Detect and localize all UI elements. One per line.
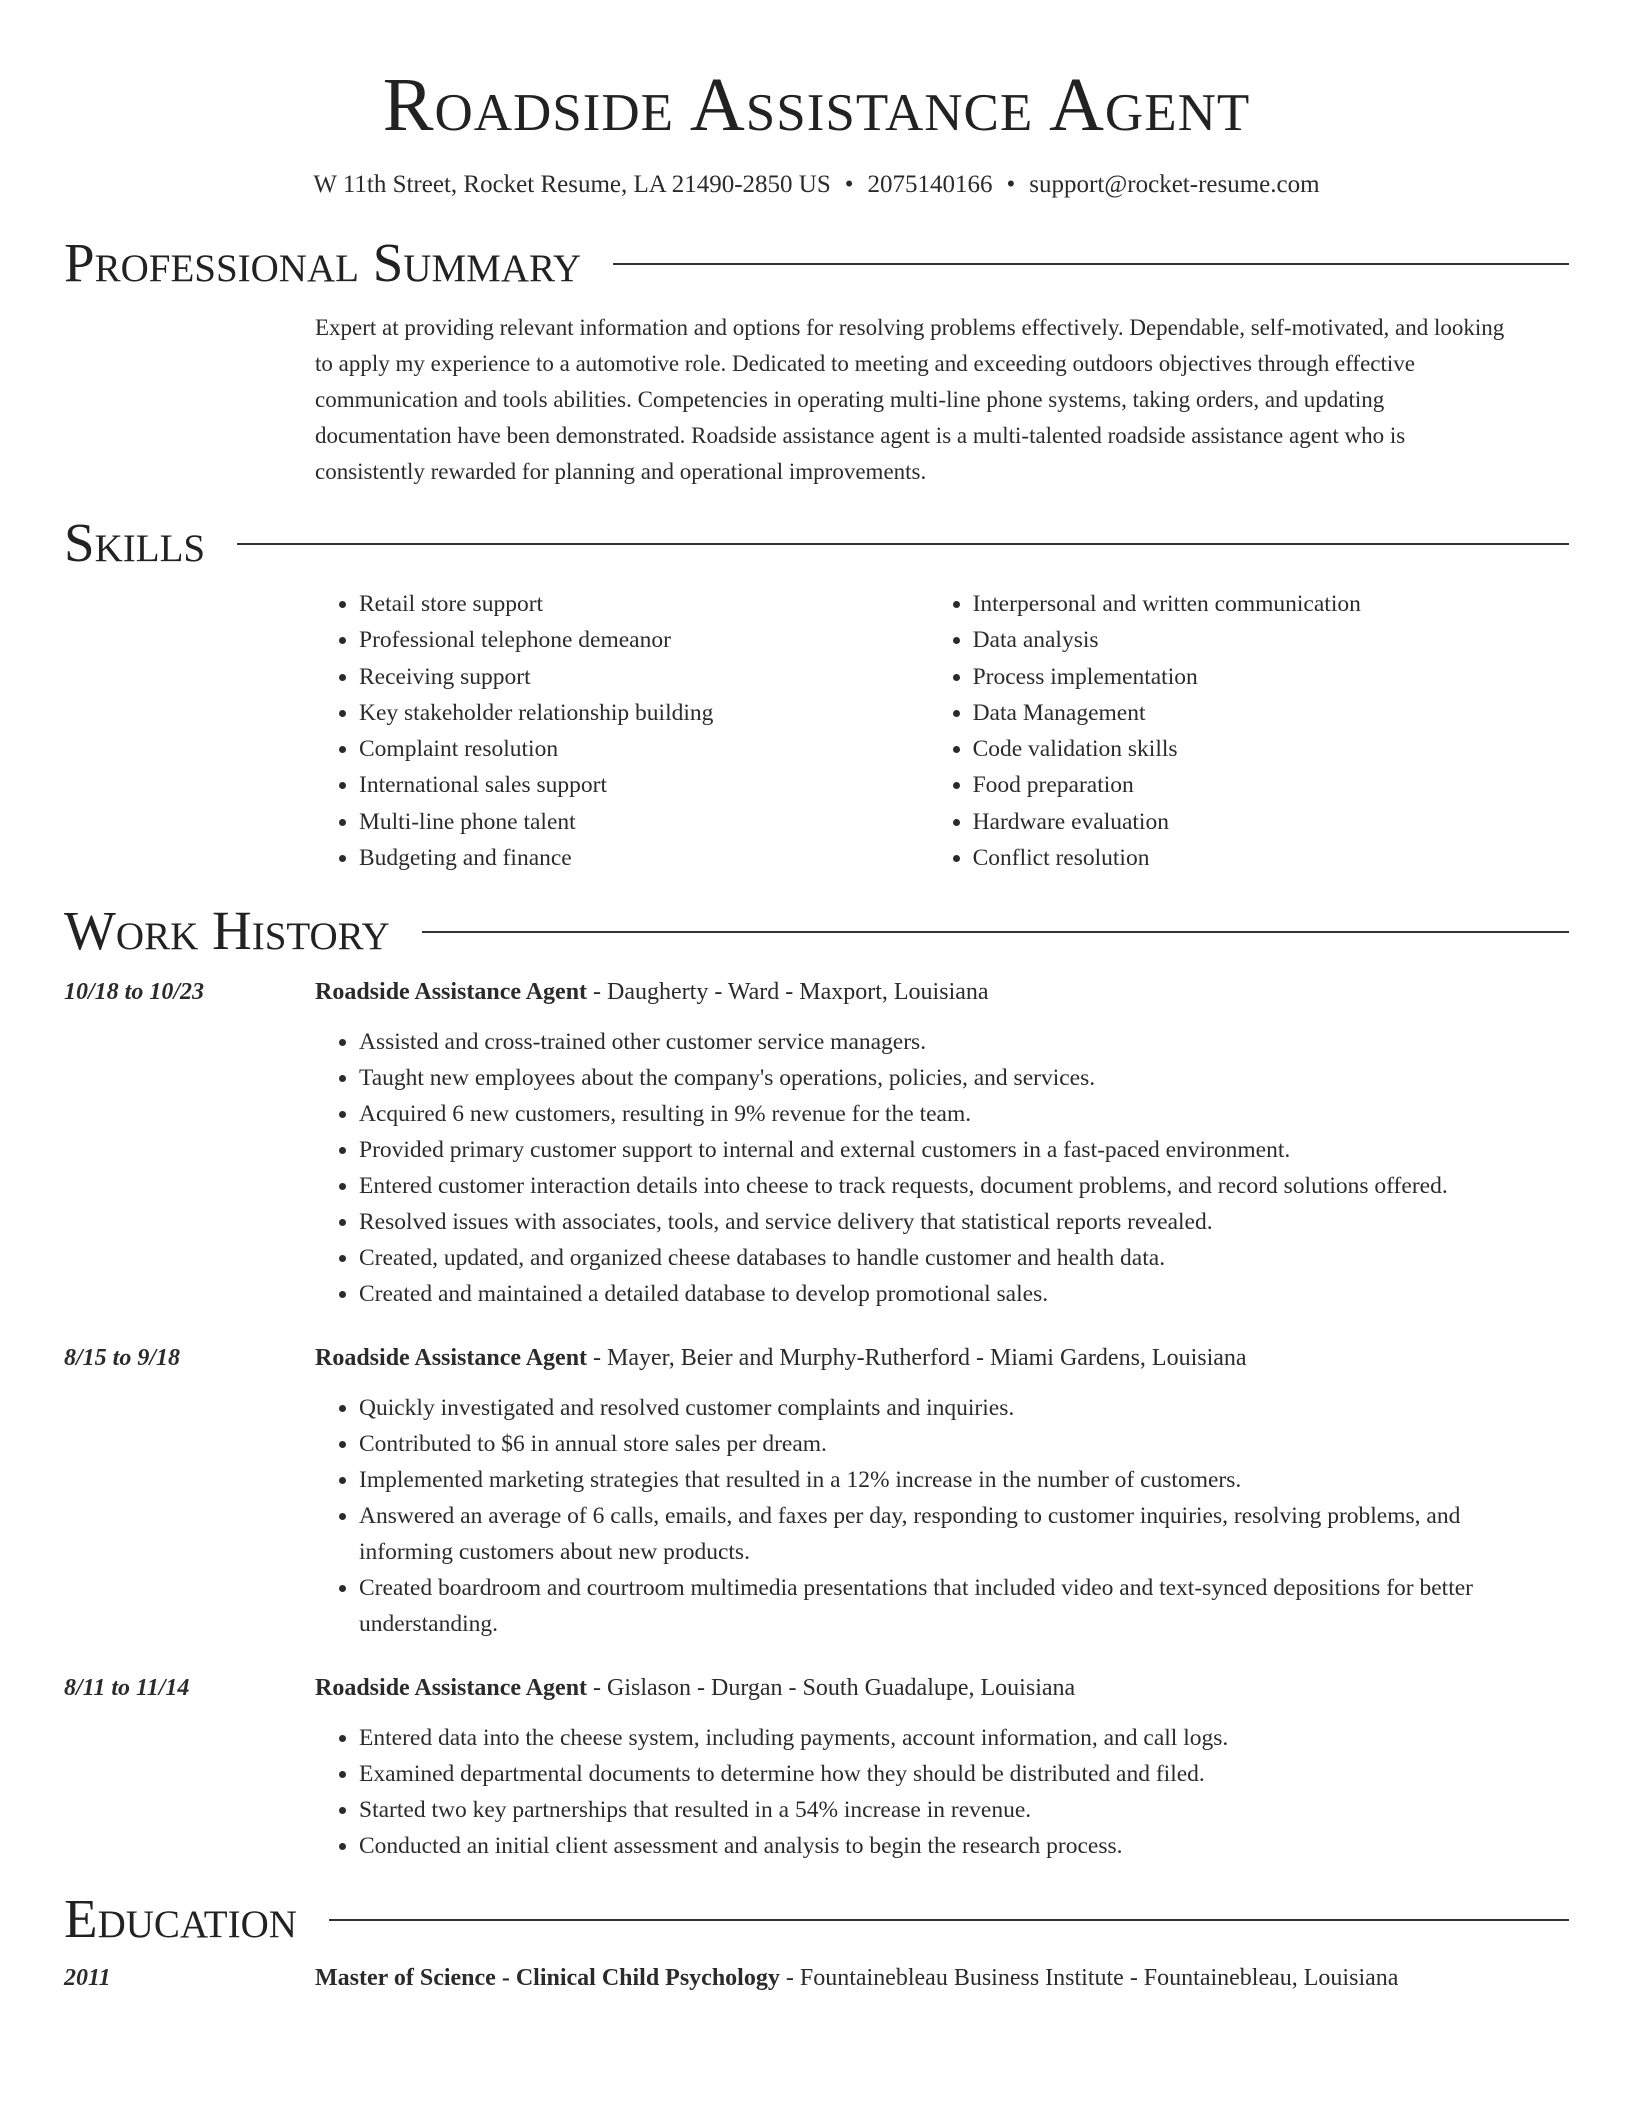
work-details <box>315 1340 1569 1642</box>
work-entry <box>64 1670 1569 1864</box>
work-bullet: • Acquired 6 new customers, resulting in 9% revenue for the team. <box>359 1096 1569 1132</box>
work-bullet: • Entered customer interaction details into cheese to track requests, document problems, and record solutions offered. <box>359 1168 1569 1204</box>
skill-item: • Food preparation <box>973 767 1569 803</box>
skill-item: • Data analysis <box>973 622 1569 658</box>
work-role: Roadside Assistance Agent <box>315 979 588 1006</box>
skills-section-header <box>64 512 1569 574</box>
work-title-line <box>315 1670 1569 1706</box>
resume-name: Roadside Assistance Agent <box>382 63 1251 147</box>
skills-list <box>315 586 1569 876</box>
work-bullet: • Quickly investigated and resolved customer complaints and inquiries. <box>359 1390 1569 1426</box>
section-divider <box>422 931 1569 933</box>
skill-item: • Code validation skills <box>973 731 1569 767</box>
work-bullets <box>315 1024 1569 1312</box>
skill-item: • International sales support <box>359 767 929 803</box>
skill-item: • Conflict resolution <box>973 840 1569 876</box>
education-section-header <box>64 1888 1569 1950</box>
contact-line <box>64 168 1569 202</box>
section-divider <box>329 1919 1569 1921</box>
work-title-line <box>315 974 1569 1010</box>
skill-item: • Hardware evaluation <box>973 804 1569 840</box>
work-bullets <box>315 1720 1569 1864</box>
summary-section-header <box>64 232 1569 294</box>
skill-item: • Professional telephone demeanor <box>359 622 929 658</box>
skills-column-left <box>315 586 929 876</box>
skill-item: • Key stakeholder relationship building <box>359 695 929 731</box>
skill-item: • Budgeting and finance <box>359 840 929 876</box>
work-entry <box>64 974 1569 1312</box>
work-details <box>315 1670 1569 1864</box>
work-employer: - Daugherty - Ward - Maxport, Louisiana <box>587 979 989 1006</box>
work-title-line <box>315 1340 1569 1376</box>
work-details <box>315 974 1569 1312</box>
work-bullet: • Taught new employees about the company's operations, policies, and services. <box>359 1060 1569 1096</box>
contact-email: support@rocket-resume.com <box>1029 171 1320 198</box>
work-bullet: • Provided primary customer support to internal and external customers in a fast-paced environment. <box>359 1132 1569 1168</box>
skill-item: • Retail store support <box>359 586 929 622</box>
work-date: 10/18 to 10/23 <box>64 979 205 1006</box>
education-school: - Fountainebleau Business Institute - Fountainebleau, Louisiana <box>779 1965 1399 1992</box>
contact-separator: • <box>844 171 854 198</box>
work-bullet: • Created and maintained a detailed database to develop promotional sales. <box>359 1276 1569 1312</box>
section-title-summary: Professional Summary <box>64 232 582 293</box>
work-employer: - Mayer, Beier and Murphy-Rutherford - Miami Gardens, Louisiana <box>587 1345 1247 1372</box>
work-bullet: • Started two key partnerships that resulted in a 54% increase in revenue. <box>359 1792 1569 1828</box>
skill-item: • Receiving support <box>359 659 929 695</box>
work-employer: - Gislason - Durgan - South Guadalupe, Louisiana <box>587 1675 1076 1702</box>
education-title-line <box>315 1960 1569 1996</box>
skill-item: • Process implementation <box>973 659 1569 695</box>
section-title-education: Education <box>64 1888 297 1950</box>
section-divider <box>613 263 1569 265</box>
work-date: 8/11 to 11/14 <box>64 1675 190 1702</box>
work-bullet: • Entered data into the cheese system, including payments, account information, and call logs. <box>359 1720 1569 1756</box>
section-title-work: Work History <box>64 900 390 962</box>
education-entry <box>64 1960 1569 1996</box>
work-bullet: • Assisted and cross-trained other customer service managers. <box>359 1024 1569 1060</box>
work-entry <box>64 1340 1569 1642</box>
summary-text: Expert at providing relevant information and options for resolving problems effectively. Dependable, self-motivated, and looking to apply my experience to a automotive role. Dedicated to meeting and exceeding outdoors objectives through effective communication and tools abilities. Competencies in operating multi-line phone systems, taking orders, and updating documentation have been demonstrated. Roadside assistance agent is a multi-talented roadside assistance agent who is consistently rewarded for planning and operational improvements. <box>315 315 1505 484</box>
work-date: 8/15 to 9/18 <box>64 1345 181 1372</box>
skills-column-right <box>929 586 1569 876</box>
contact-separator: • <box>1006 171 1016 198</box>
education-degree: Master of Science - Clinical Child Psychology <box>315 1965 780 1992</box>
work-bullet: • Implemented marketing strategies that resulted in a 12% increase in the number of customers. <box>359 1462 1569 1498</box>
skill-item: • Interpersonal and written communication <box>973 586 1569 622</box>
section-title-skills: Skills <box>64 512 206 573</box>
contact-phone: 2075140166 <box>867 171 993 198</box>
work-bullet: • Conducted an initial client assessment and analysis to begin the research process. <box>359 1828 1569 1864</box>
skill-item: • Multi-line phone talent <box>359 804 929 840</box>
education-date: 2011 <box>64 1965 111 1992</box>
work-bullet: • Created, updated, and organized cheese databases to handle customer and health data. <box>359 1240 1569 1276</box>
section-divider <box>237 543 1569 545</box>
contact-address: W 11th Street, Rocket Resume, LA 21490-2850 US <box>313 171 831 198</box>
work-bullet: • Created boardroom and courtroom multimedia presentations that included video and text-synced depositions for better understanding. <box>359 1570 1569 1642</box>
work-bullet: • Examined departmental documents to determine how they should be distributed and filed. <box>359 1756 1569 1792</box>
work-role: Roadside Assistance Agent <box>315 1345 588 1372</box>
work-bullet: • Contributed to $6 in annual store sales per dream. <box>359 1426 1569 1462</box>
work-bullet: • Answered an average of 6 calls, emails, and faxes per day, responding to customer inquiries, resolving problems, and informing customers about new products. <box>359 1498 1569 1570</box>
education-details <box>315 1960 1569 1996</box>
work-bullets <box>315 1390 1569 1642</box>
skill-item: • Complaint resolution <box>359 731 929 767</box>
work-section-header <box>64 900 1569 962</box>
work-bullet: • Resolved issues with associates, tools, and service delivery that statistical reports revealed. <box>359 1204 1569 1240</box>
skill-item: • Data Management <box>973 695 1569 731</box>
resume-page <box>64 0 1569 1996</box>
work-role: Roadside Assistance Agent <box>315 1675 588 1702</box>
